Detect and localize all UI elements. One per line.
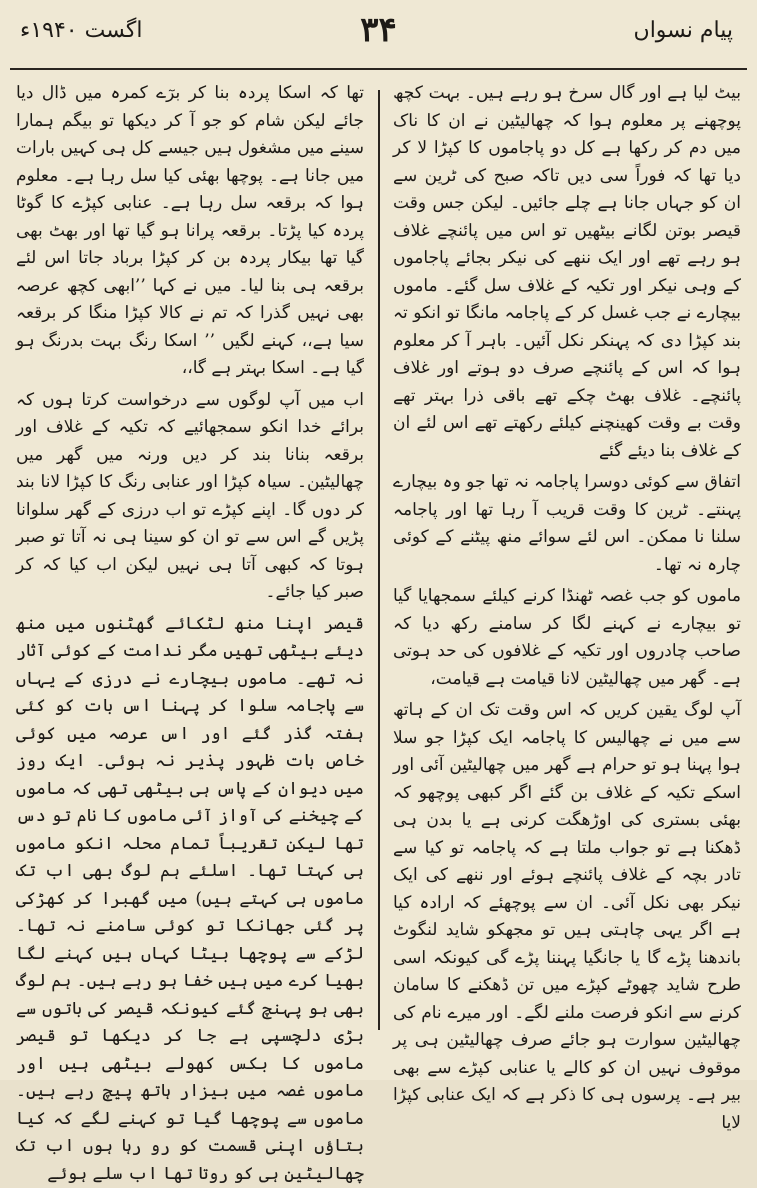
paragraph: اب میں آپ لوگوں سے درخواست کرتا ہوں کہ برائے خدا انکو سمجھائیے کہ تکیہ کے غلاف اور برقعہ بنانا بند کر دیں ورنہ میں گھر میں چھالیٹین۔ سیاہ کپڑا اور عنابی رنگ کا کپڑا لانا بند کر دوں گا۔ اپنے کپڑے تو اب درزی کے گھر سلوانا پڑیں گے اس سے تو ان کو سینا ہی نہ آتا تو صبر ہوتا کہ کبھی آتا ہی نہیں لیکن اب کیا کہ کر صبر کیا جائے۔ (16, 387, 364, 607)
left-column (16, 80, 364, 1060)
paragraph: اتفاق سے کوئی دوسرا پاجامہ نہ تھا جو وہ بیچارے پہنتے۔ ٹرین کا وقت قریب آ رہا تھا اور پاجامہ سلنا نا ممکن۔ اس لئے سوائے منھ پیٹنے کے کوئی چارہ نہ تھا۔ (393, 469, 741, 579)
magazine-title: پیام نسواں (634, 18, 733, 43)
paragraph: قیصر اپنا منھ لٹکائے گھٹنوں میں منھ دیئے بیٹھی تھیں مگر ندامت کے کوئی آثار نہ تھے۔ ماموں بیچارے نے درزی کے یہاں سے پاجامہ سلوا کر پہنا اس بات کو کئی ہفتہ گذر گئے اور اس عرصہ میں کوئی خاص بات ظہور پذیر نہ ہوئی۔ ایک روز میں دیوان کے پاس ہی بیٹھی تھی کہ ماموں کے چیخنے کی آواز آئی ماموں کا نام تو دس تھا لیکن تقریباً تمام محلہ انکو ماموں ہی کہتا تھا۔ اسلئے ہم لوگ بھی اب تک ماموں ہی کہتے ہیں) میں گھبرا کر کھڑکی پر گئی جھانکا تو کوئی سامنے نہ تھا۔ لڑکے سے پوچھا بیٹا کہاں ہیں کہنے لگا بھیا کرے میں ہیں خفا ہو رہے ہیں۔ ہم لوگ بھی ہو پہنچ گئے کیونکہ قیصر کی باتوں سے بڑی دلچسپی ہے جا کر دیکھا تو قیصر ماموں کا بکس کھولے بیٹھی ہیں اور ماموں غصہ میں بیزار ہاتھ پیچ رہے ہیں۔ ماموں سے پوچھا گیا تو کہنے لگے کہ کیا بتاؤں اپنی قسمت کو رو رہا ہوں اب تک چھالیٹین ہی کو روتا تھا اب سلے ہوئے (16, 611, 364, 1188)
issue-date: اگست ۱۹۴۰ء (20, 18, 142, 43)
paragraph: بیٹ لیا ہے اور گال سرخ ہو رہے ہیں۔ بہت کچھ پوچھنے پر معلوم ہوا کہ چھالیٹین نے ان کا ناک میں دم کر رکھا ہے کل دو پاجاموں کا کپڑا لا کر دیا تھا کہ فوراً سی دیں تاکہ صبح کی ٹرین سے ان کو جہاں جانا ہے چلے جائیں۔ لیکن جس وقت قیصر بوتن لگانے بیٹھیں تو اس میں پائنچے غلاف ہو رہے تھے اور ایک ننھے کی نیکر بجائے پاجاموں کے وہی نیکر اور تکیہ کے غلاف سل گئے۔ ماموں بیچارے نے جب غسل کر کے پاجامہ مانگا تو انکو تہ بند کپڑا دی کہ پہنکر نکل آئیں۔ باہر آ کر معلوم ہوا کہ اس کے پائنچے صرف دو ہوتے اور غلاف پائنچے۔ غلاف بھٹ چکے تھے باقی ذرا بہتر تھے وقت بے وقت کھینچنے کیلئے رکھتے تھے اس لئے ان کے غلاف بنا دیئے گئے (393, 80, 741, 465)
paragraph: تھا کہ اسکا پردہ بنا کر برٓے کمرہ میں ڈال دیا جائے لیکن شام کو جو آ کر دیکھا تو بیگم ہمارا سینے میں مشغول ہیں جیسے کل ہی کہیں بارات میں جانا ہے۔ پوچھا بھئی کیا سل رہا ہے۔ معلوم ہوا کہ برقعہ سل رہا ہے۔ عنابی کپڑے کا گوٹا پردہ کیا پڑتا۔ برقعہ پرانا ہو گیا تھا اور بھٹ بھی گیا تھا بیکار پردہ بن کر کپڑا برباد جاتا اس لئے برقعہ ہی بنا لیا۔ میں نے کہا ’’ابھی کچھ عرصہ بھی نہیں گذرا کہ تم نے کالا کپڑا منگا کر برقعہ سیا ہے،، کہنے لگیں ’’ اسکا رنگ بہت بدرنگ ہو گیا ہے۔ اسکا بہتر ہے گا،، (16, 80, 364, 383)
text-columns (16, 80, 741, 1060)
right-column (393, 80, 741, 1060)
page-header (10, 10, 747, 70)
page-number: ۳۴ (360, 10, 397, 50)
paragraph: ماموں کو جب غصہ ٹھنڈا کرنے کیلئے سمجھایا گیا تو بیچارے نے کہنے لگا کر سامنے رکھ دیا کہ صاحب چادروں اور تکیہ کے غلافوں کی حد ہوتی ہے۔ گھر میں چھالیٹین لانا قیامت ہے قیامت، (393, 583, 741, 693)
column-divider (378, 90, 380, 1030)
paragraph: آپ لوگ یقین کریں کہ اس وقت تک ان کے ہاتھ سے میں نے چھالیس کا پاجامہ ایک کپڑا جو سلا ہوا پہنا ہو تو حرام ہے گھر میں چھالیٹین آئی اور اسکے تکیہ کے غلاف بن گئے اگر کبھی پوچھو کہ بھئی بستری کی اوڑھگت کرنی ہے یا بدن ہی ڈھکنا ہے تو جواب ملتا ہے کہ پاجامہ تو کیا سے تادر بچہ کے غلاف پائنچے ہوئے اور ننھے کی ایک نیکر بھی نکل آئی۔ ان سے پوچھئے کہ ارادہ کیا ہے اگر یہی چاہتی ہیں تو مجھکو شاید لنگوٹ باندھنا پڑے گا یا جانگیا پہننا پڑے گی کیونکہ اسی طرح شاید چھوٹے کپڑے میں تن ڈھکنے کا سامان کرنے سے انکو فرصت ملنے لگے۔ اور میرے نام کی چھالیٹین سوارت ہو جائے صرف چھالیٹین ہی پر موقوف نہیں ان کو کالے یا عنابی کپڑے سے بھی بیر ہے۔ پرسوں ہی کا ذکر ہے کہ ایک عنابی کپڑا لایا (393, 697, 741, 1137)
